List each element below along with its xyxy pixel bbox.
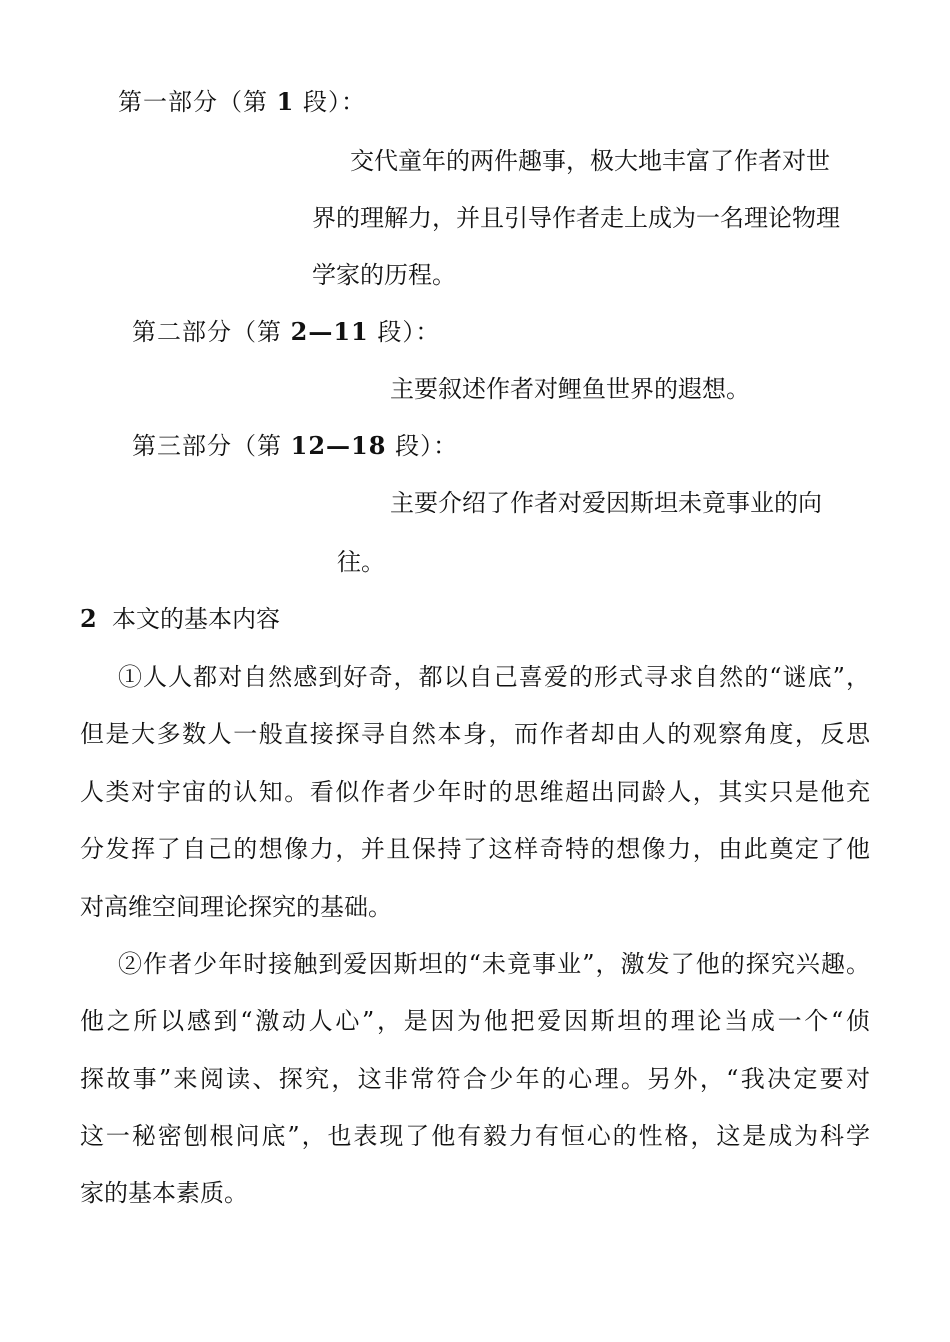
para2-line-5: 家的基本素质。 (80, 1179, 248, 1207)
part2-heading: 第二部分（第 2—11 段）： (132, 317, 441, 346)
part3-line-2: 往。 (337, 548, 385, 576)
part1-line-1: 交代童年的两件趣事，极大地丰富了作者对世 (350, 147, 830, 175)
para2-line-4: 这一秘密刨根问底”，也表现了他有毅力有恒心的性格，这是成为科学 (80, 1122, 870, 1150)
part2-line-1: 主要叙述作者对鲤鱼世界的遐想。 (390, 375, 750, 403)
part1-line-3: 学家的历程。 (312, 261, 456, 289)
section2-number: 2 (80, 604, 97, 633)
para1-line-1: ①人人都对自然感到好奇，都以自己喜爱的形式寻求自然的“谜底”， (118, 663, 870, 691)
para2-line-3: 探故事”来阅读、探究，这非常符合少年的心理。另外，“我决定要对 (80, 1065, 870, 1093)
part1-heading: 第一部分（第 1 段）： (118, 87, 366, 116)
para2-line-2: 他之所以感到“激动人心”，是因为他把爱因斯坦的理论当成一个“侦 (80, 1007, 870, 1035)
para1-line-4: 分发挥了自己的想像力，并且保持了这样奇特的想像力，由此奠定了他 (80, 835, 870, 863)
para1-line-3: 人类对宇宙的认知。看似作者少年时的思维超出同龄人，其实只是他充 (80, 778, 870, 806)
para2-line-1: ②作者少年时接触到爱因斯坦的“未竟事业”，激发了他的探究兴趣。 (118, 950, 870, 978)
part3-heading: 第三部分（第 12—18 段）： (132, 431, 459, 460)
section2-heading (80, 603, 280, 635)
section2-title: 本文的基本内容 (111, 605, 280, 633)
part1-line-2: 界的理解力，并且引导作者走上成为一名理论物理 (312, 204, 840, 232)
para1-line-5: 对高维空间理论探究的基础。 (80, 893, 392, 921)
para1-line-2: 但是大多数人一般直接探寻自然本身，而作者却由人的观察角度，反思 (80, 720, 870, 748)
part3-line-1: 主要介绍了作者对爱因斯坦未竟事业的向 (390, 489, 822, 517)
